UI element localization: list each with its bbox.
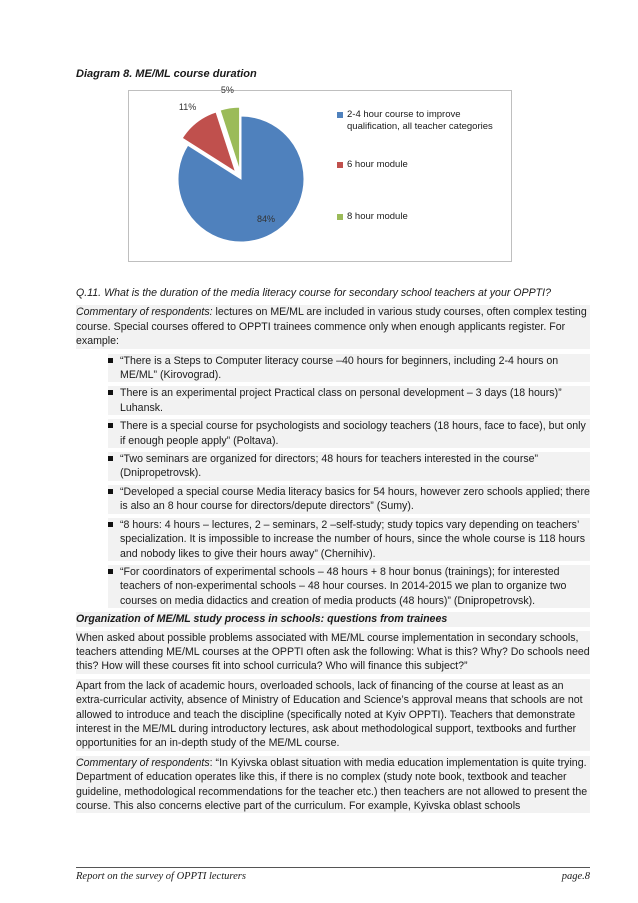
legend-swatch-blue [337, 112, 343, 118]
paragraph: Apart from the lack of academic hours, overloaded schools, lack of financing of the course at least as an extra-curricular activity, absence of Ministry of Education and Science’s approval means that schools are not allowed to introduce and teach the discipline (specifically noted at Kyiv OPPTI). Teachers that demonstrate interest in the ME/ML during introductory lectures, ask about methodological support, textbooks and further opportunities for an in-depth study of the ME/ML course. [76, 679, 590, 751]
bullet-icon [108, 423, 113, 428]
list-item-text: “Two seminars are organized for directors; 48 hours for teachers interested in the course” (Dnipropetrovsk). [120, 453, 539, 480]
bullet-icon [108, 522, 113, 527]
list-item [108, 485, 590, 514]
pie-data-label: 84% [257, 213, 276, 224]
list-item [108, 419, 590, 448]
list-item-text: There is a special course for psychologists and sociology teachers (18 hours, face to face), but only if enough people apply” (Poltava). [120, 420, 586, 447]
commentary-paragraph [76, 756, 590, 814]
diagram-title: Diagram 8. ME/ML course duration [76, 68, 257, 80]
list-item-text: There is an experimental project Practical class on personal development – 3 days (18 hours)” Luhansk. [120, 387, 562, 414]
legend-item-6-hour [337, 159, 507, 171]
list-item [108, 386, 590, 415]
list-item [108, 354, 590, 383]
legend-swatch-green [337, 214, 343, 220]
bullet-icon [108, 569, 113, 574]
paragraph: When asked about possible problems associated with ME/ML course implementation in secondary schools, teachers attending ME/ML courses at the OPPTI often ask the following: What is this? Why? Do schools need this? How will these courses fit into school curricula? Who will finance this subject?” [76, 631, 590, 673]
list-item-text: “There is a Steps to Computer literacy course –40 hours for beginners, including 2-4 hours on ME/ML” (Kirovograd). [120, 354, 559, 382]
quote-list [76, 354, 590, 609]
bullet-icon [108, 358, 113, 363]
list-item-text: “8 hours: 4 hours – lectures, 2 – seminars, 2 –self-study; study topics vary depending on teachers’ specialization. It is impossible to increase the number of hours, since the whole course is 118 hours and nobody likes to give their hours away” (Chernihiv). [120, 518, 585, 560]
pie-data-label: 5% [220, 84, 234, 95]
bullet-icon [108, 456, 113, 461]
section-heading: Organization of ME/ML study process in schools: questions from trainees [76, 612, 590, 626]
pie-chart-frame [128, 84, 512, 262]
main-text [76, 286, 590, 818]
pie-data-label: 11% [178, 102, 197, 113]
legend-item-2-4-hour [337, 109, 507, 133]
legend-label: 6 hour module [347, 159, 408, 170]
bullet-icon [108, 390, 113, 395]
commentary-label: Commentary of respondents [76, 756, 210, 769]
page-number: page.8 [561, 871, 590, 882]
bullet-icon [108, 489, 113, 494]
legend-swatch-red [337, 162, 343, 168]
commentary-text: lectures on ME/ML are included in various study courses, often complex testing course. Special courses offered to OPPTI trainees commence only when enough applicants register. For example: [76, 306, 587, 348]
footer-title: Report on the survey of OPPTI lecturers [76, 871, 246, 882]
list-item [108, 452, 590, 481]
commentary-text: : “In Kyivska oblast situation with media education implementation is quite trying. Department of education operates like this, if there is no complex (study note book, textbook and teacher guideline, methodological recommendations for the teacher etc.) then teachers are not allowed to present the course. This also concerns elective part of the curriculum. For example, Kyivska oblast schools [76, 756, 588, 812]
list-item [108, 565, 590, 608]
legend-label: 2-4 hour course to improve qualification, all teacher categories [347, 109, 493, 132]
commentary-label: Commentary of respondents: [76, 306, 213, 319]
legend-item-8-hour [337, 211, 507, 223]
question-heading: Q.11. What is the duration of the media literacy course for secondary school teachers at your OPPTI? [76, 287, 551, 299]
list-item [108, 518, 590, 561]
list-item-text: “For coordinators of experimental schools – 48 hours + 8 hour bonus (trainings); for interested teachers of non-experimental schools – 48 hour courses. In 2014-2015 we plan to organize two courses on media didactics and creation of media products (48 hours)” (Dnipropetrovsk). [120, 565, 567, 607]
page-footer [76, 867, 590, 885]
legend-label: 8 hour module [347, 211, 408, 222]
list-item-text: “Developed a special course Media literacy basics for 54 hours, however zero schools applied; there is also an 8 hour course for directors/depute directors” (Sumy). [120, 485, 590, 513]
commentary-paragraph [76, 305, 590, 348]
